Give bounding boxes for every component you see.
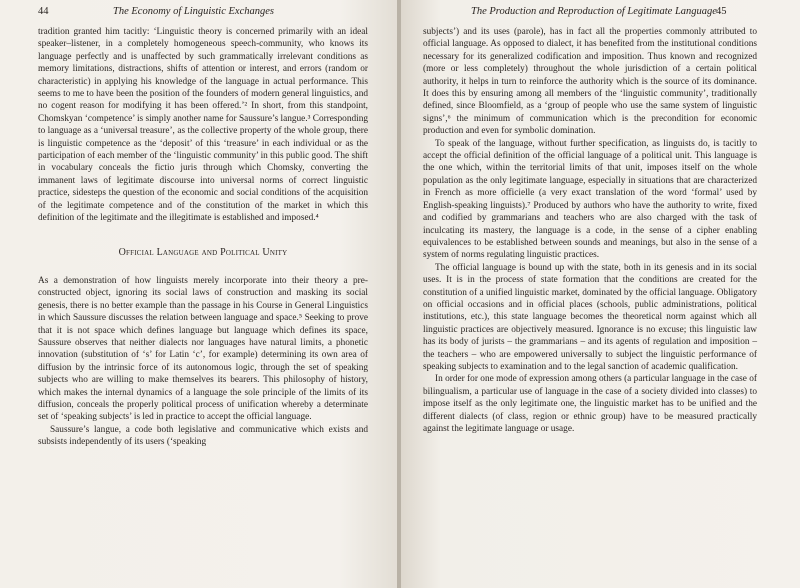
right-page [401, 0, 800, 588]
right-paragraph-1: subjects’) and its uses (parole), has in fact all the properties commonly attributed to official language. As opposed to dialect, it has benefited from the institutional conditions necessary for its generalized codification and imposition. Thus known and recognized (more or less completely) throughout the whole jurisdiction of a certain political authority, it helps in turn to reinforce the authority which is the source of its dominance. It does this by ensuring among all members of the ‘linguistic community’, traditionally defined, since Bloomfield, as a ‘group of people who use the same system of linguistic signs’,⁶ the minimum of communication which is the precondition for economic production and even for symbolic domination. [423, 27, 757, 137]
left-paragraph-1: tradition granted him tacitly: ‘Linguistic theory is concerned primarily with an ideal speaker–listener, in a completely homogeneous speech-community, who knows its language perfectly and is unaffected by such grammatically irrelevant conditions as memory limitations, distractions, shifts of attention or interest, and errors (random or characteristic) in applying his knowledge of the language in actual performance. This seems to me to have been the position of the founders of modern general linguistics, and no cogent reason for modifying it has been offered.’² In short, from this standpoint, Chomskyan ‘competence’ is simply another name for Saussure’s langue.³ Corresponding to language as a ‘universal treasure’, as the collective property of the whole group, there is linguistic competence as the ‘deposit’ of this ‘treasure’ in each individual or as the participation of each member of the ‘linguistic community’ in this public good. The shift in vocabulary conceals the fictio juris through which Chomsky, converting the immanent laws of legitimate discourse into universal norms of correct linguistic practice, sidesteps the question of the economic and social conditions of the acquisition of the legitimate competence and of the constitution of the market in which this definition of the legitimate and the illegitimate is established and imposed.⁴ [38, 27, 368, 224]
right-paragraph-3: The official language is bound up with the state, both in its genesis and in its social uses. It is in the process of state formation that the conditions are created for the constitution of a unified linguistic market, dominated by the official language. Obligatory on official occasions and in official places (schools, public administrations, political institutions, etc.), this state language becomes the theoretical norm against which all linguistic practices are objectively measured. Ignorance is no excuse; this linguistic law has its body of jurists – the grammarians – and its agents of regulation and imposition – the teachers – who are empowered universally to subject the linguistic performance of speaking subjects to examination and to the legal sanction of academic qualification. [423, 262, 757, 372]
right-page-number: 45 [716, 6, 727, 17]
left-page [0, 0, 399, 588]
left-paragraph-2: As a demonstration of how linguists merely incorporate into their theory a pre-constructed object, ignoring its social laws of construction and masking its social genesis, there is no better example than the passage in his Course in General Linguistics in which Saussure discusses the relation between language and space.⁵ Seeking to prove that it is not space which defines language but language which defines its space, Saussure observes that neither dialects nor languages have natural limits, a phonetic innovation (substitution of ‘s’ for Latin ‘c’, for example) determining its own area of diffusion by the intrinsic force of its autonomous logic, through the set of speaking subjects who are willing to make themselves its bearers. This philosophy of history, which makes the internal dynamics of a language the sole principle of the limits of its diffusion, conceals the properly political process of unification whereby a determinate set of ‘speaking subjects’ is led in practice to accept the official language. [38, 275, 368, 423]
right-paragraph-4: In order for one mode of expression among others (a particular language in the case of bilingualism, a particular use of language in the case of a society divided into classes) to impose itself as the only legitimate one, the linguistic market has to be unified and the different dialects (of class, region or ethnic group) have to be measured practically against the legitimate language or usage. [423, 374, 757, 434]
right-running-head: The Production and Reproduction of Legitimate Language [471, 6, 717, 17]
left-page-number: 44 [38, 6, 49, 17]
left-running-head: The Economy of Linguistic Exchanges [113, 6, 274, 17]
left-paragraph-3: Saussure’s langue, a code both legislative and communicative which exists and subsists independently of its users (‘speaking [38, 424, 368, 448]
left-page-body [38, 26, 368, 449]
right-paragraph-2: To speak of the language, without further specification, as linguists do, is tacitly to accept the official definition of the official language of a political unit. This language is the one which, within the territorial limits of that unit, imposes itself on the whole population as the only legitimate language, especially in situations that are characterized in French as more officielle (a very exact translation of the word ‘formal’ used by English-speaking linguists).⁷ Produced by authors who have the authority to write, fixed and codified by grammarians and teachers who are also charged with the task of inculcating its mastery, the language is a code, in the sense of a cipher enabling equivalences to be established between sounds and meanings, but also in the sense of a system of norms regulating linguistic practices. [423, 138, 757, 261]
right-page-body [423, 26, 757, 435]
section-heading: Official Language and Political Unity [118, 246, 288, 258]
